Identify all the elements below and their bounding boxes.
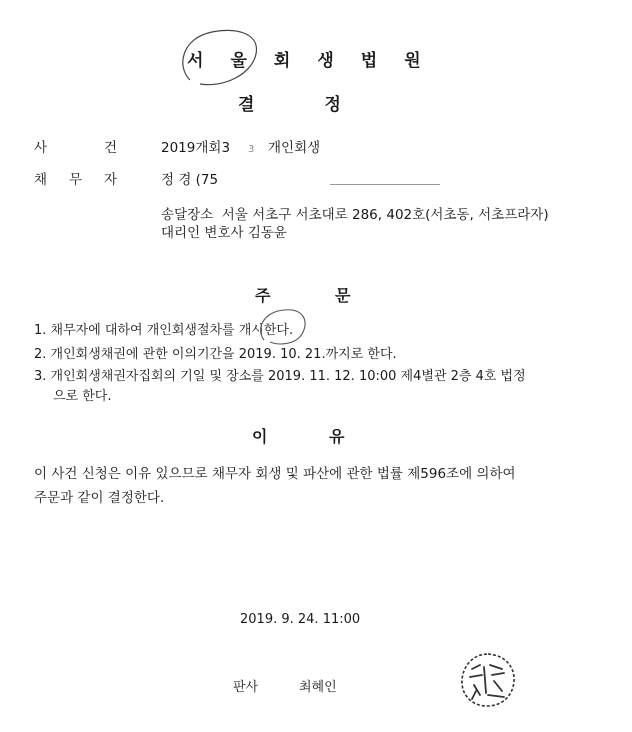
order-item-continuation: 으로 한다. [53, 389, 112, 404]
order-title-char: 주 [255, 286, 271, 305]
order-item: 1. 채무자에 대하여 개인회생절차를 개시한다. [34, 323, 294, 338]
court-char: 회 [273, 51, 291, 71]
reason-text: 주문과 같이 결정한다. [34, 490, 165, 506]
debtor-label-char: 무 [69, 172, 83, 188]
reason-title [252, 424, 344, 447]
case-number-fragment: 3 [248, 144, 255, 155]
case-label [34, 136, 117, 156]
court-char: 울 [230, 51, 247, 71]
title-char: 정 [324, 95, 341, 115]
judge-title: 판사 [233, 680, 259, 695]
delivery-label: 송달장소 [161, 207, 214, 223]
case-label-char: 건 [104, 140, 118, 156]
order-title [255, 283, 350, 306]
debtor-label-char: 채 [34, 172, 48, 188]
pen-circle-mark [254, 304, 314, 348]
court-char: 생 [317, 51, 334, 71]
title-char: 결 [238, 95, 255, 115]
court-char: 법 [360, 51, 378, 71]
case-label-char: 사 [34, 140, 48, 156]
debtor-label-char: 자 [104, 172, 118, 188]
case-type: 개인회생 [268, 140, 321, 156]
case-number-text: 2019개회3 [161, 140, 231, 156]
delivery-place [161, 203, 549, 223]
order-title-char: 문 [335, 286, 351, 305]
reason-title-char: 이 [252, 427, 268, 446]
document-title [238, 90, 411, 115]
judge-name: 최혜인 [299, 680, 337, 695]
court-char: 원 [404, 51, 421, 71]
judge-seal [458, 651, 518, 709]
debtor-name: 정 경 (75 [161, 172, 219, 188]
reason-title-char: 유 [329, 427, 345, 446]
court-char: 서 [187, 51, 204, 71]
redaction-line [330, 184, 440, 189]
order-item: 2. 개인회생채권에 관한 이의기간을 2019. 10. 21.까지로 한다. [34, 347, 397, 362]
debtor-label [34, 168, 117, 188]
order-item: 3. 개인회생채권자집회의 기일 및 장소를 2019. 11. 12. 10:00 제4별관 2층 4호 법정 [34, 369, 526, 384]
pen-circle-mark [168, 22, 268, 94]
delivery-address: 서울 서초구 서초대로 286, 402호(서초동, 서초프라자) [221, 207, 549, 223]
attorney: 대리인 변호사 김동윤 [161, 225, 287, 241]
reason-text: 이 사건 신청은 이유 있으므로 채무자 회생 및 파산에 관한 법률 제596조에 의하여 [34, 466, 516, 482]
decision-date: 2019. 9. 24. 11:00 [240, 612, 361, 627]
case-number [161, 136, 254, 156]
